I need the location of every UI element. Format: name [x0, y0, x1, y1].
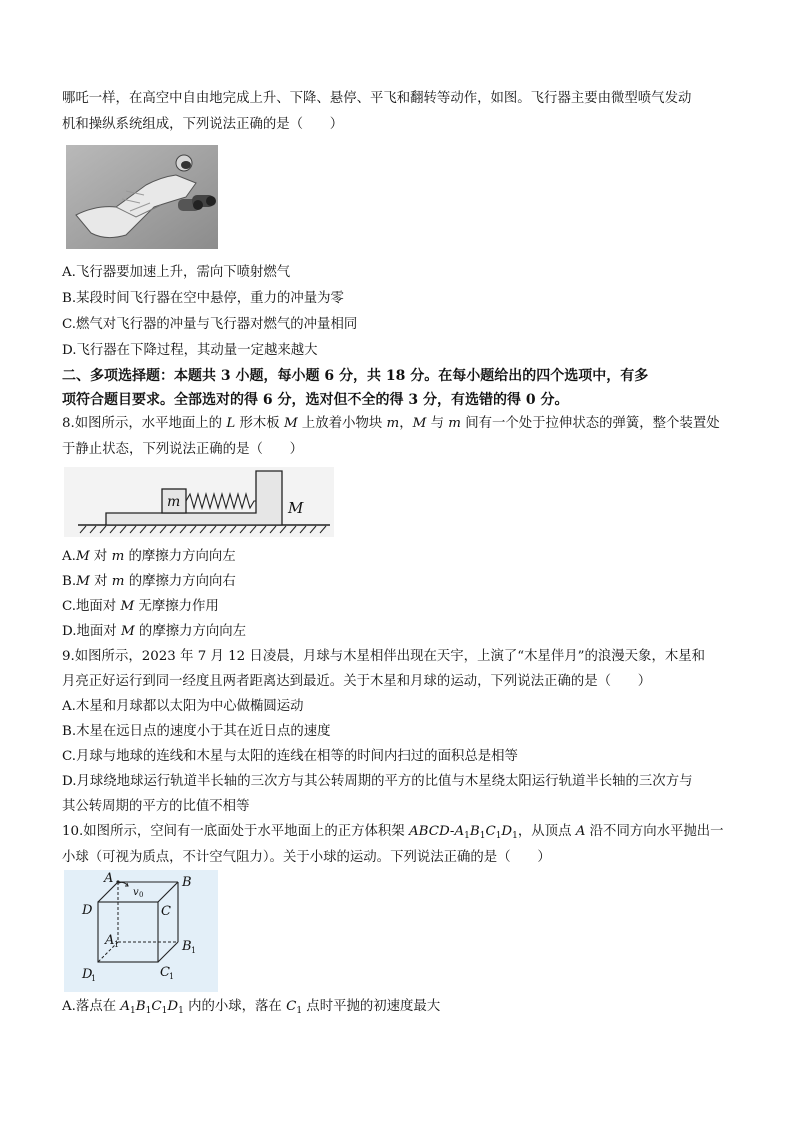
q9-stem-line1: 9.如图所示，2023 年 7 月 12 日凌晨，月球与木星相伴出现在天宇，上演了“木星伴月”的浪漫天象，木星和 — [62, 649, 706, 664]
q7-jetpack-photo — [66, 145, 218, 249]
q8-board-spring-figure — [64, 467, 334, 537]
q7-option-c: C.燃气对飞行器的冲量与飞行器对燃气的冲量相同 — [62, 317, 358, 332]
q9-stem-line2: 月亮正好运行到同一经度且两者距离达到最近。关于木星和月球的运动，下列说法正确的是（ ） — [62, 674, 652, 689]
q7-option-d: D.飞行器在下降过程，其动量一定越来越大 — [62, 343, 318, 358]
section2-heading-line2: 项符合题目要求。全部选对的得 6 分，选对但不全的得 3 分，有选错的得 0 分。 — [62, 392, 569, 408]
q8-figure-label-M: M — [288, 499, 304, 517]
q9-option-a: A.木星和月球都以太阳为中心做椭圆运动 — [62, 699, 304, 714]
q10-figure-label-v-sub: 0 — [139, 891, 144, 899]
q10-figure-label-D: D — [82, 903, 93, 918]
q10-figure-label-B1-sub: 1 — [191, 946, 197, 955]
q10-figure-label-B1: B — [182, 939, 192, 954]
q7-option-b: B.某段时间飞行器在空中悬停，重力的冲量为零 — [62, 291, 344, 306]
q8-stem-line2: 于静止状态，下列说法正确的是（ ） — [62, 442, 304, 457]
q9-option-d-line1: D.月球绕地球运行轨道半长轴的三次方与其公转周期的平方的比值与木星绕太阳运行轨道半长轴的三次方与 — [62, 774, 693, 789]
q10-figure-label-C1-sub: 1 — [169, 972, 175, 981]
q8-figure-label-m: m — [167, 494, 181, 510]
q7-stem-line1: 哪吒一样，在高空中自由地完成上升、下降、悬停、平飞和翻转等动作，如图。飞行器主要由微型喷气发动 — [62, 91, 692, 106]
q9-option-b: B.木星在远日点的速度小于其在近日点的速度 — [62, 724, 331, 739]
q10-figure-label-A: A — [104, 871, 114, 886]
q10-stem-line1: 10.如图所示，空间有一底面处于水平地面上的正方体积架 ABCD-$A_1B_1C_1D_1$，从顶点 A 沿不同方向水平抛出一 — [62, 824, 724, 841]
q10-cube-frame-figure — [64, 870, 218, 992]
q10-figure-label-C: C — [161, 904, 171, 919]
q9-option-d-line2: 其公转周期的平方的比值不相等 — [62, 799, 250, 814]
q10-figure-label-A1-sub: 1 — [114, 940, 120, 949]
q8-stem-line1: 8.如图所示，水平地面上的 L 形木板 M 上放着小物块 m，M 与 m 间有一个处于拉伸状态的弹簧，整个装置处 — [62, 416, 720, 431]
q10-figure-label-B: B — [182, 875, 192, 890]
q8-option-d: D.地面对 M 的摩擦力方向向左 — [62, 624, 247, 639]
q10-figure-label-v: v — [133, 887, 139, 898]
q10-figure-label-C1: C — [160, 965, 170, 980]
q10-figure-label-D1: D — [82, 967, 93, 982]
q10-figure-label-A1: A — [105, 933, 115, 948]
q10-stem-line2: 小球（可视为质点，不计空气阻力）。关于小球的运动。下列说法正确的是（ ） — [62, 850, 551, 865]
q7-option-a: A.飞行器要加速上升，需向下喷射燃气 — [62, 265, 291, 280]
q9-option-c: C.月球与地球的连线和木星与太阳的连线在相等的时间内扫过的面积总是相等 — [62, 749, 518, 764]
q10-option-a: A.落点在 $A_1B_1C_1D_1$ 内的小球，落在 $C_1$ 点时平抛的初速度最大 — [62, 999, 441, 1016]
q10-figure-label-D1-sub: 1 — [91, 974, 97, 983]
q8-option-a: A.M 对 m 的摩擦力方向向左 — [62, 549, 236, 564]
section2-heading-line1: 二、多项选择题：本题共 3 小题，每小题 6 分，共 18 分。在每小题给出的四个选项中，有多 — [62, 368, 649, 384]
q8-option-c: C.地面对 M 无摩擦力作用 — [62, 599, 219, 614]
q7-stem-line2: 机和操纵系统组成，下列说法正确的是（ ） — [62, 117, 344, 132]
q8-option-b: B.M 对 m 的摩擦力方向向右 — [62, 574, 236, 589]
